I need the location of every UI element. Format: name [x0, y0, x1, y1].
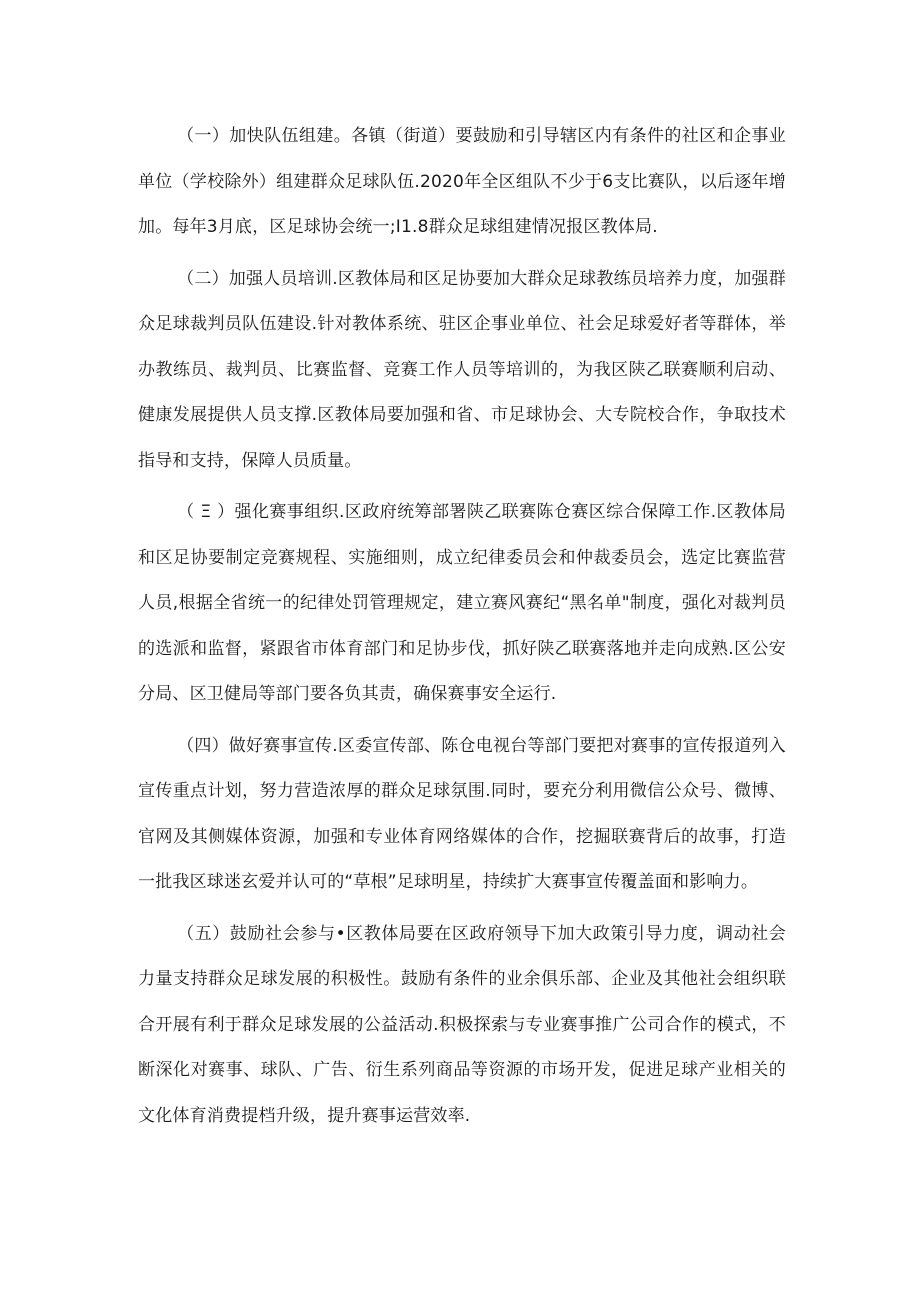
document-body [138, 114, 786, 1145]
paragraph-event-organization: （ Ξ ）强化赛事组织.区政府统筹部署陕乙联赛陈仓赛区综合保障工作.区教体局和区足协要制定竞赛规程、实施细则，成立纪律委员会和仲裁委员会，选定比赛监营人员,根据全省统一的纪律处罚管理规定，建立赛风赛纪“黑名单"制度，强化对裁判员的选派和监督，紧跟省市体育部门和足协步伐，抓好陕乙联赛落地并走向成熟.区公安分局、区卫健局等部门要各负其责，确保赛事安全运行. [138, 502, 786, 704]
paragraph-event-publicity: （四）做好赛事宣传.区委宣传部、陈仓电视台等部门要把对赛事的宣传报道列入宣传重点计划，努力营造浓厚的群众足球氛围.同时，要充分利用微信公众号、微博、官网及其侧媒体资源，加强和专业体育网络媒体的合作，挖掘联赛背后的故事，打造一批我区球迷玄爱并认可的“草根”足球明星，持续扩大赛事宣传覆盖面和影响力。 [138, 735, 786, 892]
paragraph-team-building: （一）加快队伍组建。各镇（街道）要鼓励和引导辖区内有条件的社区和企事业单位（学校除外）组建群众足球队伍.2020年全区组队不少于6支比赛队，以后逐年增加。每年3月底，区足球协会统一;I1.8群众足球组建情况报区教体局. [138, 126, 786, 237]
paragraph-personnel-training: （二）加强人员培训.区教体局和区足协要加大群众足球教练员培养力度，加强群众足球裁判员队伍建设.针对教体系统、驻区企事业单位、社会足球爱好者等群体，举办教练员、裁判员、比赛监督、竞赛工作人员等培训的，为我区陕乙联赛顺利启动、健康发展提供人员支撑.区教体局要加强和省、市足球协会、大专院校合作，争取技术指导和支持，保障人员质量。 [138, 268, 786, 471]
paragraph-social-participation: （五）鼓励社会参与•区教体局要在区政府领导下加大政策引导力度，调动社会力量支持群众足球发展的积极性。鼓励有条件的业余俱乐部、企业及其他社会组织联合开展有利于群众足球发展的公益活动.积极探索与专业赛事推广公司合作的模式，不断深化对赛事、球队、广告、衍生系列商品等资源的市场开发，促进足球产业相关的文化体育消费提档升级，提升赛事运营效率. [138, 923, 786, 1126]
